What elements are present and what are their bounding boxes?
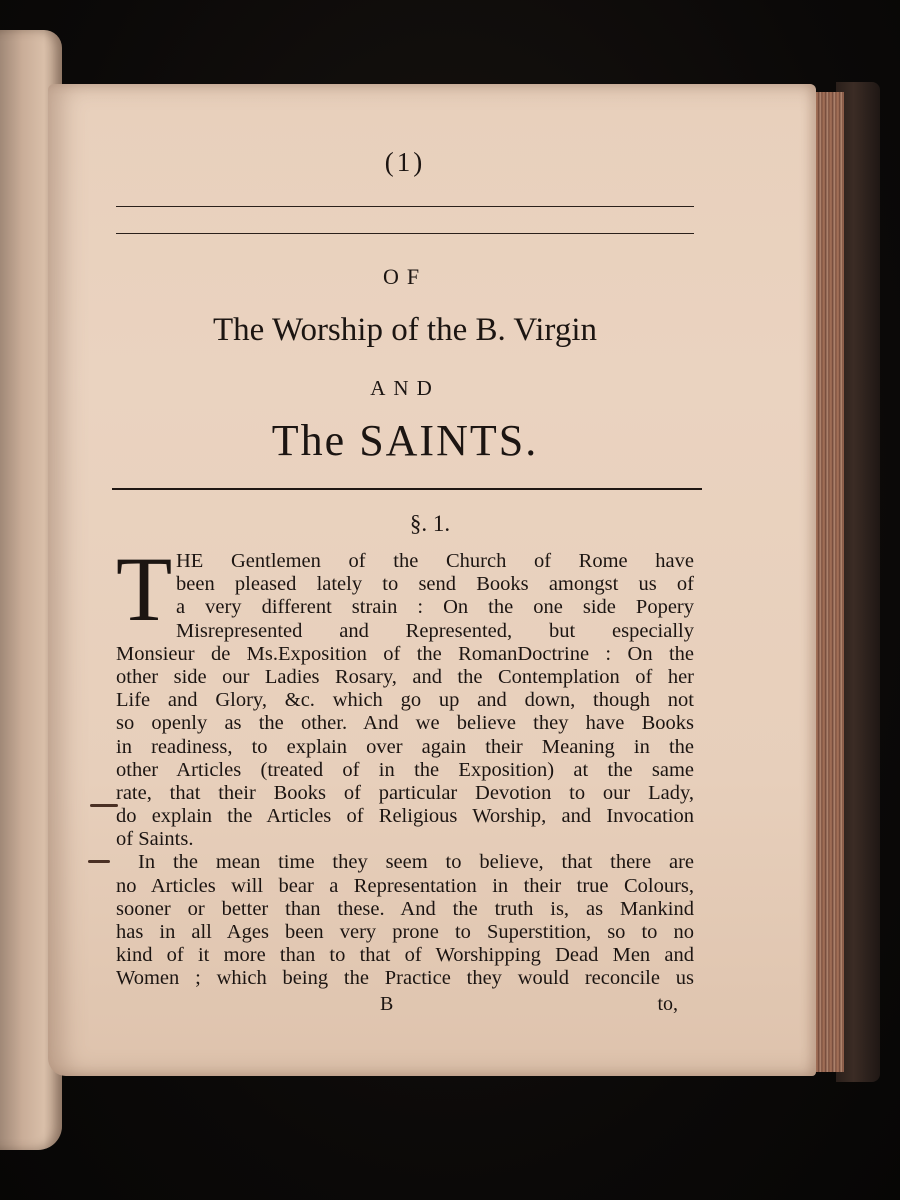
header-rule-bottom (116, 233, 694, 234)
body-text (116, 538, 694, 1016)
text-line: HE Gentlemen of the Church of Rome have (176, 550, 694, 572)
heading-title: The Worship of the B. Virgin (212, 312, 597, 348)
heading-and: AND (370, 376, 440, 400)
text-line: In the mean time they seem to believe, that there are (138, 851, 694, 874)
text-line: Monsieur de Ms.Exposition of the RomanDoctrine : On the (116, 642, 694, 665)
section-mark: §. 1. (409, 511, 451, 536)
text-line: in readiness, to explain over again their Meaning in the (116, 735, 694, 758)
text-line: other side our Ladies Rosary, and the Contemplation of her (116, 665, 694, 688)
text-line: no Articles will bear a Representation in their true Colours, (116, 874, 694, 897)
text-line: do explain the Articles of Religious Worship, and Invocation (116, 805, 694, 828)
page-number: (1) (384, 147, 426, 177)
catchword: to, (657, 992, 678, 1015)
signature-mark: B (380, 992, 394, 1015)
header-rule-top (116, 206, 694, 207)
text-line: has in all Ages been very prone to Superstition, so to no (116, 921, 694, 943)
book-page (48, 84, 816, 1076)
text-line: Life and Glory, &c. which go up and down, though not (116, 689, 694, 712)
text-line: Misrepresented and Represented, but especially (176, 619, 694, 642)
heading-of: OF (382, 264, 428, 289)
text-line: rate, that their Books of particular Devotion to our Lady, (116, 781, 694, 804)
drop-cap: T (116, 538, 173, 640)
gutter-mark (88, 860, 110, 863)
text-line: been pleased lately to send Books amongst us of (176, 573, 694, 596)
text-line: so openly as the other. And we believe they have Books (116, 712, 694, 735)
text-line: of Saints. (116, 828, 194, 851)
text-line: other Articles (treated of in the Exposition) at the same (116, 758, 694, 781)
heading-rule (112, 488, 702, 490)
gutter-mark (90, 804, 118, 807)
text-line: a very different strain : On the one side Popery (176, 596, 694, 619)
text-line: sooner or better than these. And the truth is, as Mankind (116, 897, 694, 920)
page-footer (116, 993, 694, 1016)
text-line: kind of it more than to that of Worshipping Dead Men and (116, 944, 694, 967)
text-line: Women ; which being the Practice they would reconcile us (116, 967, 694, 990)
heading-saints: The SAINTS. (271, 416, 539, 465)
page-content (116, 146, 694, 1016)
